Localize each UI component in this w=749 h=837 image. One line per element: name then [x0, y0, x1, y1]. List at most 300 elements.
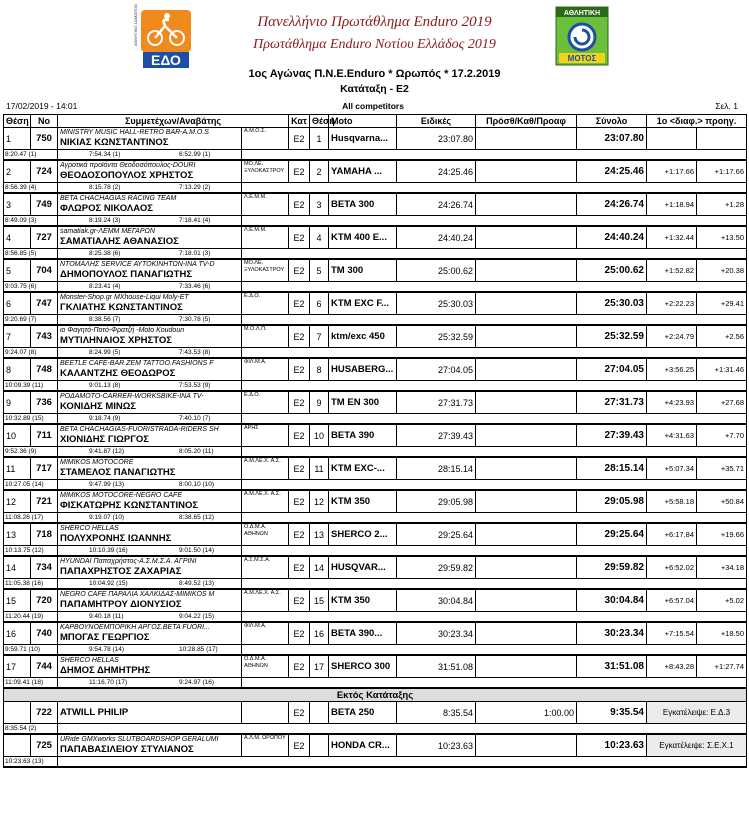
rider-sponsor: ιο Φαγητό-Ποτό-Φρατζή -Moto Koudoun [60, 327, 185, 334]
lap-times [58, 150, 242, 161]
gap-to-first: +5:07.34 [647, 457, 697, 480]
lap-time-2: 9:54.78 (14) [89, 646, 125, 653]
lap-times [58, 381, 242, 392]
rider-name: ΜΠΟΓΑΣ ΓΕΩΡΓΙΟΣ [60, 632, 150, 643]
gap-to-previous [697, 128, 747, 150]
lap-times [58, 249, 242, 260]
lap-row [4, 381, 747, 392]
lap-time-2: 8:23.41 (4) [89, 283, 121, 290]
gap-to-first: +4:31.63 [647, 424, 697, 447]
total-time: 9:35.54 [577, 702, 647, 724]
table-row [4, 490, 747, 513]
gap-to-previous: +1:27.74 [697, 655, 747, 678]
lap-time-1: 9:24.07 (8) [4, 348, 58, 359]
rider-club: Ε.Δ.Ο. [242, 292, 289, 315]
gap-to-previous: +7.70 [697, 424, 747, 447]
special-time: 24:40.24 [397, 226, 476, 249]
rider-position: 8 [4, 358, 31, 381]
special-time: 25:30.03 [397, 292, 476, 315]
category-position: 4 [310, 226, 329, 249]
rider-cell [58, 622, 242, 645]
penalty-time [476, 424, 577, 447]
lap-times [58, 513, 242, 524]
total-time: 29:05.98 [577, 490, 647, 513]
rider-category: E2 [289, 325, 310, 348]
total-time: 27:31.73 [577, 391, 647, 414]
rider-category: E2 [289, 556, 310, 579]
lap-row [4, 216, 747, 227]
lap-row [4, 150, 747, 161]
rider-club: ΜΟ.ΛΕ. ΞΥΛΟΚΑΣΤΡΟΥ [242, 160, 289, 183]
table-row [4, 259, 747, 282]
rider-category: E2 [289, 358, 310, 381]
rider-cell [58, 193, 242, 216]
rider-club: Ο.Δ.Μ.Α. ΑΘΗΝΩΝ [242, 523, 289, 546]
rider-sponsor: MIMIKOS MOTOCORE [60, 459, 134, 466]
rider-position: 4 [4, 226, 31, 249]
rider-cell [58, 160, 242, 183]
total-time: 27:39.43 [577, 424, 647, 447]
lap-time-1: 8:56.39 (4) [4, 183, 58, 194]
lap-time-2: 8:25.38 (6) [89, 250, 121, 257]
gap-to-previous: +19.66 [697, 523, 747, 546]
lap-time-3: 8:00.10 (10) [179, 481, 215, 488]
rider-moto: HUSQVAR... [329, 556, 397, 579]
rider-sponsor: BETA CHACHAGIAS RACING TEAM [60, 195, 177, 202]
lap-time-3: 7:33.46 (6) [179, 283, 211, 290]
category-position: 7 [310, 325, 329, 348]
gap-to-previous: +20.38 [697, 259, 747, 282]
lap-time-3: 7:43.53 (8) [179, 349, 211, 356]
lap-row [4, 546, 747, 557]
rider-position [4, 734, 31, 757]
special-time: 31:51.08 [397, 655, 476, 678]
results-table [3, 114, 747, 768]
total-time: 24:25.46 [577, 160, 647, 183]
lap-time-2: 8:24.99 (5) [89, 349, 121, 356]
lap-row [4, 249, 747, 260]
col-cat: Κατ [289, 115, 310, 128]
total-time: 30:23.34 [577, 622, 647, 645]
lap-times [58, 315, 242, 326]
total-time: 27:04.05 [577, 358, 647, 381]
penalty-time [476, 457, 577, 480]
lap-times [58, 612, 242, 623]
category-position: 13 [310, 523, 329, 546]
rider-sponsor: ΝΤΟΜΑΛΗΣ SERVICE ΑΥΤΟΚΙΝΗΤΩΝ-INA TV-D [60, 261, 215, 268]
special-time: 29:25.64 [397, 523, 476, 546]
rider-name: ΠΟΛΥΧΡΟΝΗΣ ΙΩΑΝΝΗΣ [60, 533, 172, 544]
rider-position: 1 [4, 128, 31, 150]
special-time: 29:59.82 [397, 556, 476, 579]
lap-time-1: 11:09.41 (18) [4, 678, 58, 689]
gap-to-previous: +29.41 [697, 292, 747, 315]
rider-name: ΚΑΛΑΝΤΖΗΣ ΘΕΟΔΩΡΟΣ [60, 368, 176, 379]
rider-club [242, 702, 289, 724]
rider-club: ΦΙΛ.Μ.Α. [242, 358, 289, 381]
lap-time-3: 7:53.53 (9) [179, 382, 211, 389]
rider-moto: KTM 350 [329, 589, 397, 612]
rider-position: 7 [4, 325, 31, 348]
rider-name: ATWILL PHILIP [60, 707, 129, 718]
rider-moto: KTM EXC-... [329, 457, 397, 480]
lap-time-1: 10:27.05 (14) [4, 480, 58, 491]
section-row [4, 688, 747, 702]
lap-filler [242, 546, 747, 557]
table-row [4, 622, 747, 645]
rider-number: 736 [31, 391, 58, 414]
gap-to-previous: +2.56 [697, 325, 747, 348]
table-row [4, 226, 747, 249]
total-time: 30:04.84 [577, 589, 647, 612]
category-position: 14 [310, 556, 329, 579]
category-position: 16 [310, 622, 329, 645]
rider-sponsor: MIMIKOS MOTOCORE-NEGRO CAFE [60, 492, 182, 499]
lap-time-3: 7:18.01 (3) [179, 250, 211, 257]
gap-to-previous: +1.28 [697, 193, 747, 216]
category-position: 3 [310, 193, 329, 216]
total-time: 29:59.82 [577, 556, 647, 579]
rider-cell [58, 226, 242, 249]
rider-position: 5 [4, 259, 31, 282]
col-total: Σύνολο [577, 115, 647, 128]
rider-sponsor: samatiak.gr-ΛΕΜΜ ΜΕΓΑΡΩΝ [60, 228, 155, 235]
category-position: 11 [310, 457, 329, 480]
total-time: 25:32.59 [577, 325, 647, 348]
rider-club: ΜΟ.ΛΕ. ΞΥΛΟΚΑΣΤΡΟΥ [242, 259, 289, 282]
rider-moto: ktm/exc 450 [329, 325, 397, 348]
rider-number: 711 [31, 424, 58, 447]
rider-cell [58, 128, 242, 150]
rider-name: ΚΟΝΙΔΗΣ ΜΙΝΩΣ [60, 401, 137, 412]
rider-number: 704 [31, 259, 58, 282]
lap-time-1: 11:20.44 (19) [4, 612, 58, 623]
gap-to-first: +6:17.84 [647, 523, 697, 546]
gap-to-previous: +1:31.46 [697, 358, 747, 381]
lap-filler [242, 513, 747, 524]
rider-club: Μ.Ο.Λ.Π. [242, 325, 289, 348]
gap-to-previous: +35.71 [697, 457, 747, 480]
gap-to-previous: +18.50 [697, 622, 747, 645]
category-position [310, 702, 329, 724]
gap-to-first: +1:18.94 [647, 193, 697, 216]
total-time: 25:30.03 [577, 292, 647, 315]
penalty-time [476, 589, 577, 612]
rider-name: ΜΥΤΙΛΗΝΑΙΟΣ ΧΡΗΣΤΟΣ [60, 335, 172, 346]
lap-row [4, 480, 747, 491]
lap-times [58, 216, 242, 227]
category-position: 17 [310, 655, 329, 678]
table-row [4, 523, 747, 546]
col-special: Ειδικές [397, 115, 476, 128]
lap-row [4, 348, 747, 359]
rider-number: 721 [31, 490, 58, 513]
rider-number: 747 [31, 292, 58, 315]
lap-row [4, 513, 747, 524]
rider-moto: BETA 390 [329, 424, 397, 447]
lap-time-1: 9:59.71 (10) [4, 645, 58, 656]
rider-cell [58, 556, 242, 579]
penalty-time [476, 160, 577, 183]
rider-club: Λ.Ε.Μ.Μ. [242, 226, 289, 249]
lap-time-3: 8:38.65 (12) [179, 514, 215, 521]
rider-name: ΧΙΟΝΙΔΗΣ ΓΙΩΡΓΟΣ [60, 434, 149, 445]
gap-to-previous: +27.68 [697, 391, 747, 414]
rider-cell [58, 358, 242, 381]
rider-position: 3 [4, 193, 31, 216]
rider-position: 9 [4, 391, 31, 414]
lap-row [4, 447, 747, 458]
rider-number: 718 [31, 523, 58, 546]
championship-title: Πανελλήνιο Πρωτάθλημα Enduro 2019 [257, 14, 492, 30]
lap-times [58, 183, 242, 194]
gap-to-first: +8:43.28 [647, 655, 697, 678]
rider-sponsor: SHERCO HELLAS [60, 525, 119, 532]
rider-category: E2 [289, 259, 310, 282]
lap-time-2: 11:16.70 (17) [89, 679, 128, 686]
col-penalty: Πρόσθ/Καθ/Προαφ [476, 115, 577, 128]
lap-times [58, 348, 242, 359]
rider-number: 743 [31, 325, 58, 348]
category-position: 12 [310, 490, 329, 513]
lap-times [58, 678, 242, 689]
rider-sponsor: HYUNDAI Παπαχρήστος-Α.Σ.Μ.Σ.Α. ΑΓΡΙΝΙ [60, 558, 197, 565]
rider-name: ΘΕΟΔΟΣΟΠΟΥΛΟΣ ΧΡΗΣΤΟΣ [60, 170, 194, 181]
gap-to-first: +1:17.66 [647, 160, 697, 183]
total-time: 10:23.63 [577, 734, 647, 757]
lap-time-3: 8:05.20 (11) [179, 448, 214, 455]
lap-time-1: 9:03.75 (6) [4, 282, 58, 293]
rider-category: E2 [289, 490, 310, 513]
rider-number: 740 [31, 622, 58, 645]
rider-club: ΑΡΗΣ [242, 424, 289, 447]
gap-to-first: +6:52.02 [647, 556, 697, 579]
lap-times [58, 546, 242, 557]
rider-category: E2 [289, 226, 310, 249]
lap-filler [242, 348, 747, 359]
rider-sponsor: ΚΑΡΒΟΥΝΟΕΜΠΟΡΙΚΗ ΑΡΓΟΣ.BETA FUORI... [60, 624, 210, 631]
rider-cell [58, 490, 242, 513]
rider-cell [58, 457, 242, 480]
lap-time-2: 8:15.78 (2) [89, 184, 121, 191]
rider-cell [58, 523, 242, 546]
lap-time-2: 9:18.74 (9) [89, 415, 121, 422]
rider-number: 725 [31, 734, 58, 757]
lap-time-2: 10:04.92 (15) [89, 580, 128, 587]
gap-to-first: +2:24.79 [647, 325, 697, 348]
special-time: 24:25.46 [397, 160, 476, 183]
special-time: 23:07.80 [397, 128, 476, 150]
special-time: 30:04.84 [397, 589, 476, 612]
header-row [4, 115, 747, 128]
col-pos: Θέση [4, 115, 31, 128]
rider-cell [58, 702, 242, 724]
section-label: Εκτός Κατάταξης [4, 688, 747, 702]
report-date: 17/02/2019 - 14:01 [6, 101, 78, 111]
rider-cell [58, 259, 242, 282]
table-row [4, 457, 747, 480]
rider-category: E2 [289, 424, 310, 447]
rider-cell [58, 424, 242, 447]
gap-to-previous: +34.18 [697, 556, 747, 579]
rider-position: 11 [4, 457, 31, 480]
rider-category: E2 [289, 622, 310, 645]
rider-position: 14 [4, 556, 31, 579]
lap-filler [58, 757, 747, 768]
lap-times [58, 645, 242, 656]
rider-sponsor: MINISTRY MUSIC HALL-RETRO BAR-A.M.O.S [60, 129, 209, 136]
special-time: 29:05.98 [397, 490, 476, 513]
rider-cell [58, 589, 242, 612]
lap-row [4, 645, 747, 656]
lap-filler [242, 282, 747, 293]
rider-moto: BETA 300 [329, 193, 397, 216]
lap-time-1: 11:05.38 (16) [4, 579, 58, 590]
total-time: 29:25.64 [577, 523, 647, 546]
retirement-status: Εγκατέλειψε: Σ.Ε.Χ.1 [647, 734, 747, 757]
rider-number: 748 [31, 358, 58, 381]
rider-position: 13 [4, 523, 31, 546]
gap-to-first: +1:52.82 [647, 259, 697, 282]
penalty-time [476, 325, 577, 348]
rider-name: ΠΑΠΑΜΗΤΡΟΥ ΔΙΟΝΥΣΙΟΣ [60, 599, 182, 610]
rider-number: 720 [31, 589, 58, 612]
gap-to-first [647, 128, 697, 150]
lap-time-2: 10:10.39 (16) [89, 547, 128, 554]
table-row [4, 193, 747, 216]
lap-times [58, 579, 242, 590]
rider-name: ΓΚΛΙΑΤΗΣ ΚΩΝΣΤΑΝΤΙΝΟΣ [60, 302, 183, 313]
lap-time-2: 7:54.34 (1) [89, 151, 121, 158]
rider-cell [58, 655, 242, 678]
category-position: 1 [310, 128, 329, 150]
edo-logo-text: ΕΔΟ [151, 52, 181, 68]
lap-time-3: 7:13.29 (2) [179, 184, 211, 191]
rider-club: Α.Μ.Ο.Σ. [242, 128, 289, 150]
lap-time-1: 8:56.85 (5) [4, 249, 58, 260]
lap-filler [242, 579, 747, 590]
lap-time-2: 9:01.13 (8) [89, 382, 121, 389]
rider-sponsor: SHERCO HELLAS [60, 657, 119, 664]
rider-position: 15 [4, 589, 31, 612]
lap-time-3: 6:52.99 (1) [179, 151, 211, 158]
lap-time-2: 9:47.99 (13) [89, 481, 125, 488]
lap-filler [242, 612, 747, 623]
rider-position: 12 [4, 490, 31, 513]
lap-filler [58, 724, 747, 735]
special-time: 30:23.34 [397, 622, 476, 645]
lap-times [58, 447, 242, 458]
lap-time-1: 10:13.75 (12) [4, 546, 58, 557]
lap-filler [242, 381, 747, 392]
rider-name: ΔΗΜΟΠΟΥΛΟΣ ΠΑΝΑΓΙΩΤΗΣ [60, 269, 193, 280]
rider-category: E2 [289, 655, 310, 678]
table-row [4, 292, 747, 315]
total-time: 24:40.24 [577, 226, 647, 249]
rider-sponsor: BEETLE CAFE-BAR.ZEM TATTOO.FASHIONS F [60, 360, 214, 367]
col-moto: Moto [329, 115, 397, 128]
penalty-time [476, 490, 577, 513]
table-row [4, 424, 747, 447]
lap-row [4, 579, 747, 590]
page-number: Σελ. 1 [715, 101, 738, 111]
gap-to-first: +1:32.44 [647, 226, 697, 249]
rider-position: 6 [4, 292, 31, 315]
rider-position: 2 [4, 160, 31, 183]
rider-club: Λ.Ε.Μ.Μ. [242, 193, 289, 216]
lap-filler [242, 216, 747, 227]
special-time: 27:39.43 [397, 424, 476, 447]
gap-to-previous: +1:17.66 [697, 160, 747, 183]
moto-logo [555, 6, 609, 66]
rider-moto: SHERCO 300 [329, 655, 397, 678]
special-time: 10:23.63 [397, 734, 476, 757]
lap-time-3: 7:40.10 (7) [179, 415, 211, 422]
lap-times [58, 414, 242, 425]
lap-filler [242, 183, 747, 194]
lap-time-3: 9:04.22 (15) [179, 613, 215, 620]
rider-name: ΦΙΣΚΑΤΩΡΗΣ ΚΩΝΣΤΑΝΤΙΝΟΣ [60, 500, 199, 511]
rider-number: 727 [31, 226, 58, 249]
rider-moto: SHERCO 2... [329, 523, 397, 546]
rider-category: E2 [289, 292, 310, 315]
table-row [4, 325, 747, 348]
penalty-time [476, 523, 577, 546]
lap-row [4, 315, 747, 326]
lap-time-1: 10:23.63 (13) [4, 757, 58, 768]
lap-time-2: 9:40.18 (11) [89, 613, 124, 620]
table-row [4, 160, 747, 183]
lap-filler [242, 447, 747, 458]
rider-sponsor: URide GMXworks SLUTBOARDSHOP GERALUMI [60, 736, 219, 743]
table-row [4, 655, 747, 678]
col-catpos: Θέση [310, 115, 329, 128]
penalty-time [476, 193, 577, 216]
lap-time-2: 8:38.56 (7) [89, 316, 121, 323]
lap-row [4, 414, 747, 425]
retirement-status: Εγκατέλειψε: Ε.Δ.3 [647, 702, 747, 724]
event-title: 1ος Αγώνας Π.Ν.Ε.Enduro * Ωρωπός * 17.2.2019 [248, 68, 501, 80]
lap-filler [242, 249, 747, 260]
rider-category: E2 [289, 128, 310, 150]
special-time: 25:00.62 [397, 259, 476, 282]
gap-to-previous: +50.84 [697, 490, 747, 513]
penalty-time [476, 292, 577, 315]
rider-sponsor: Monster-Shop.gr MXhouse-Liqui Moly-ET [60, 294, 189, 301]
rider-sponsor: ΡΟΔΑΜΟΤΟ-CARRER-WORKSBIKE-INA TV- [60, 393, 204, 400]
rider-cell [58, 391, 242, 414]
rider-club: Α.Μ.ΛΕ.Χ. Α.Σ. [242, 457, 289, 480]
rider-moto: YAMAHA ... [329, 160, 397, 183]
special-time: 8:35.54 [397, 702, 476, 724]
penalty-time [476, 391, 577, 414]
table-row [4, 358, 747, 381]
lap-filler [242, 414, 747, 425]
rider-club: Ο.Δ.Μ.Α. ΑΘΗΝΩΝ [242, 655, 289, 678]
lap-filler [242, 150, 747, 161]
moto-logo-bottom: ΜΟΤΟΣ [567, 54, 597, 63]
rider-position [4, 702, 31, 724]
lap-filler [242, 315, 747, 326]
rider-sponsor: Αγροτικά προϊόντα Θεοδοσόπουλος-DOURI [60, 162, 196, 169]
rider-number: 749 [31, 193, 58, 216]
rider-club: Ε.Δ.Ο. [242, 391, 289, 414]
lap-filler [242, 678, 747, 689]
rider-name: ΣΤΑΜΕΛΟΣ ΠΑΝΑΓΙΩΤΗΣ [60, 467, 176, 478]
category-position: 6 [310, 292, 329, 315]
rider-category: E2 [289, 523, 310, 546]
rider-moto: HUSABERG... [329, 358, 397, 381]
